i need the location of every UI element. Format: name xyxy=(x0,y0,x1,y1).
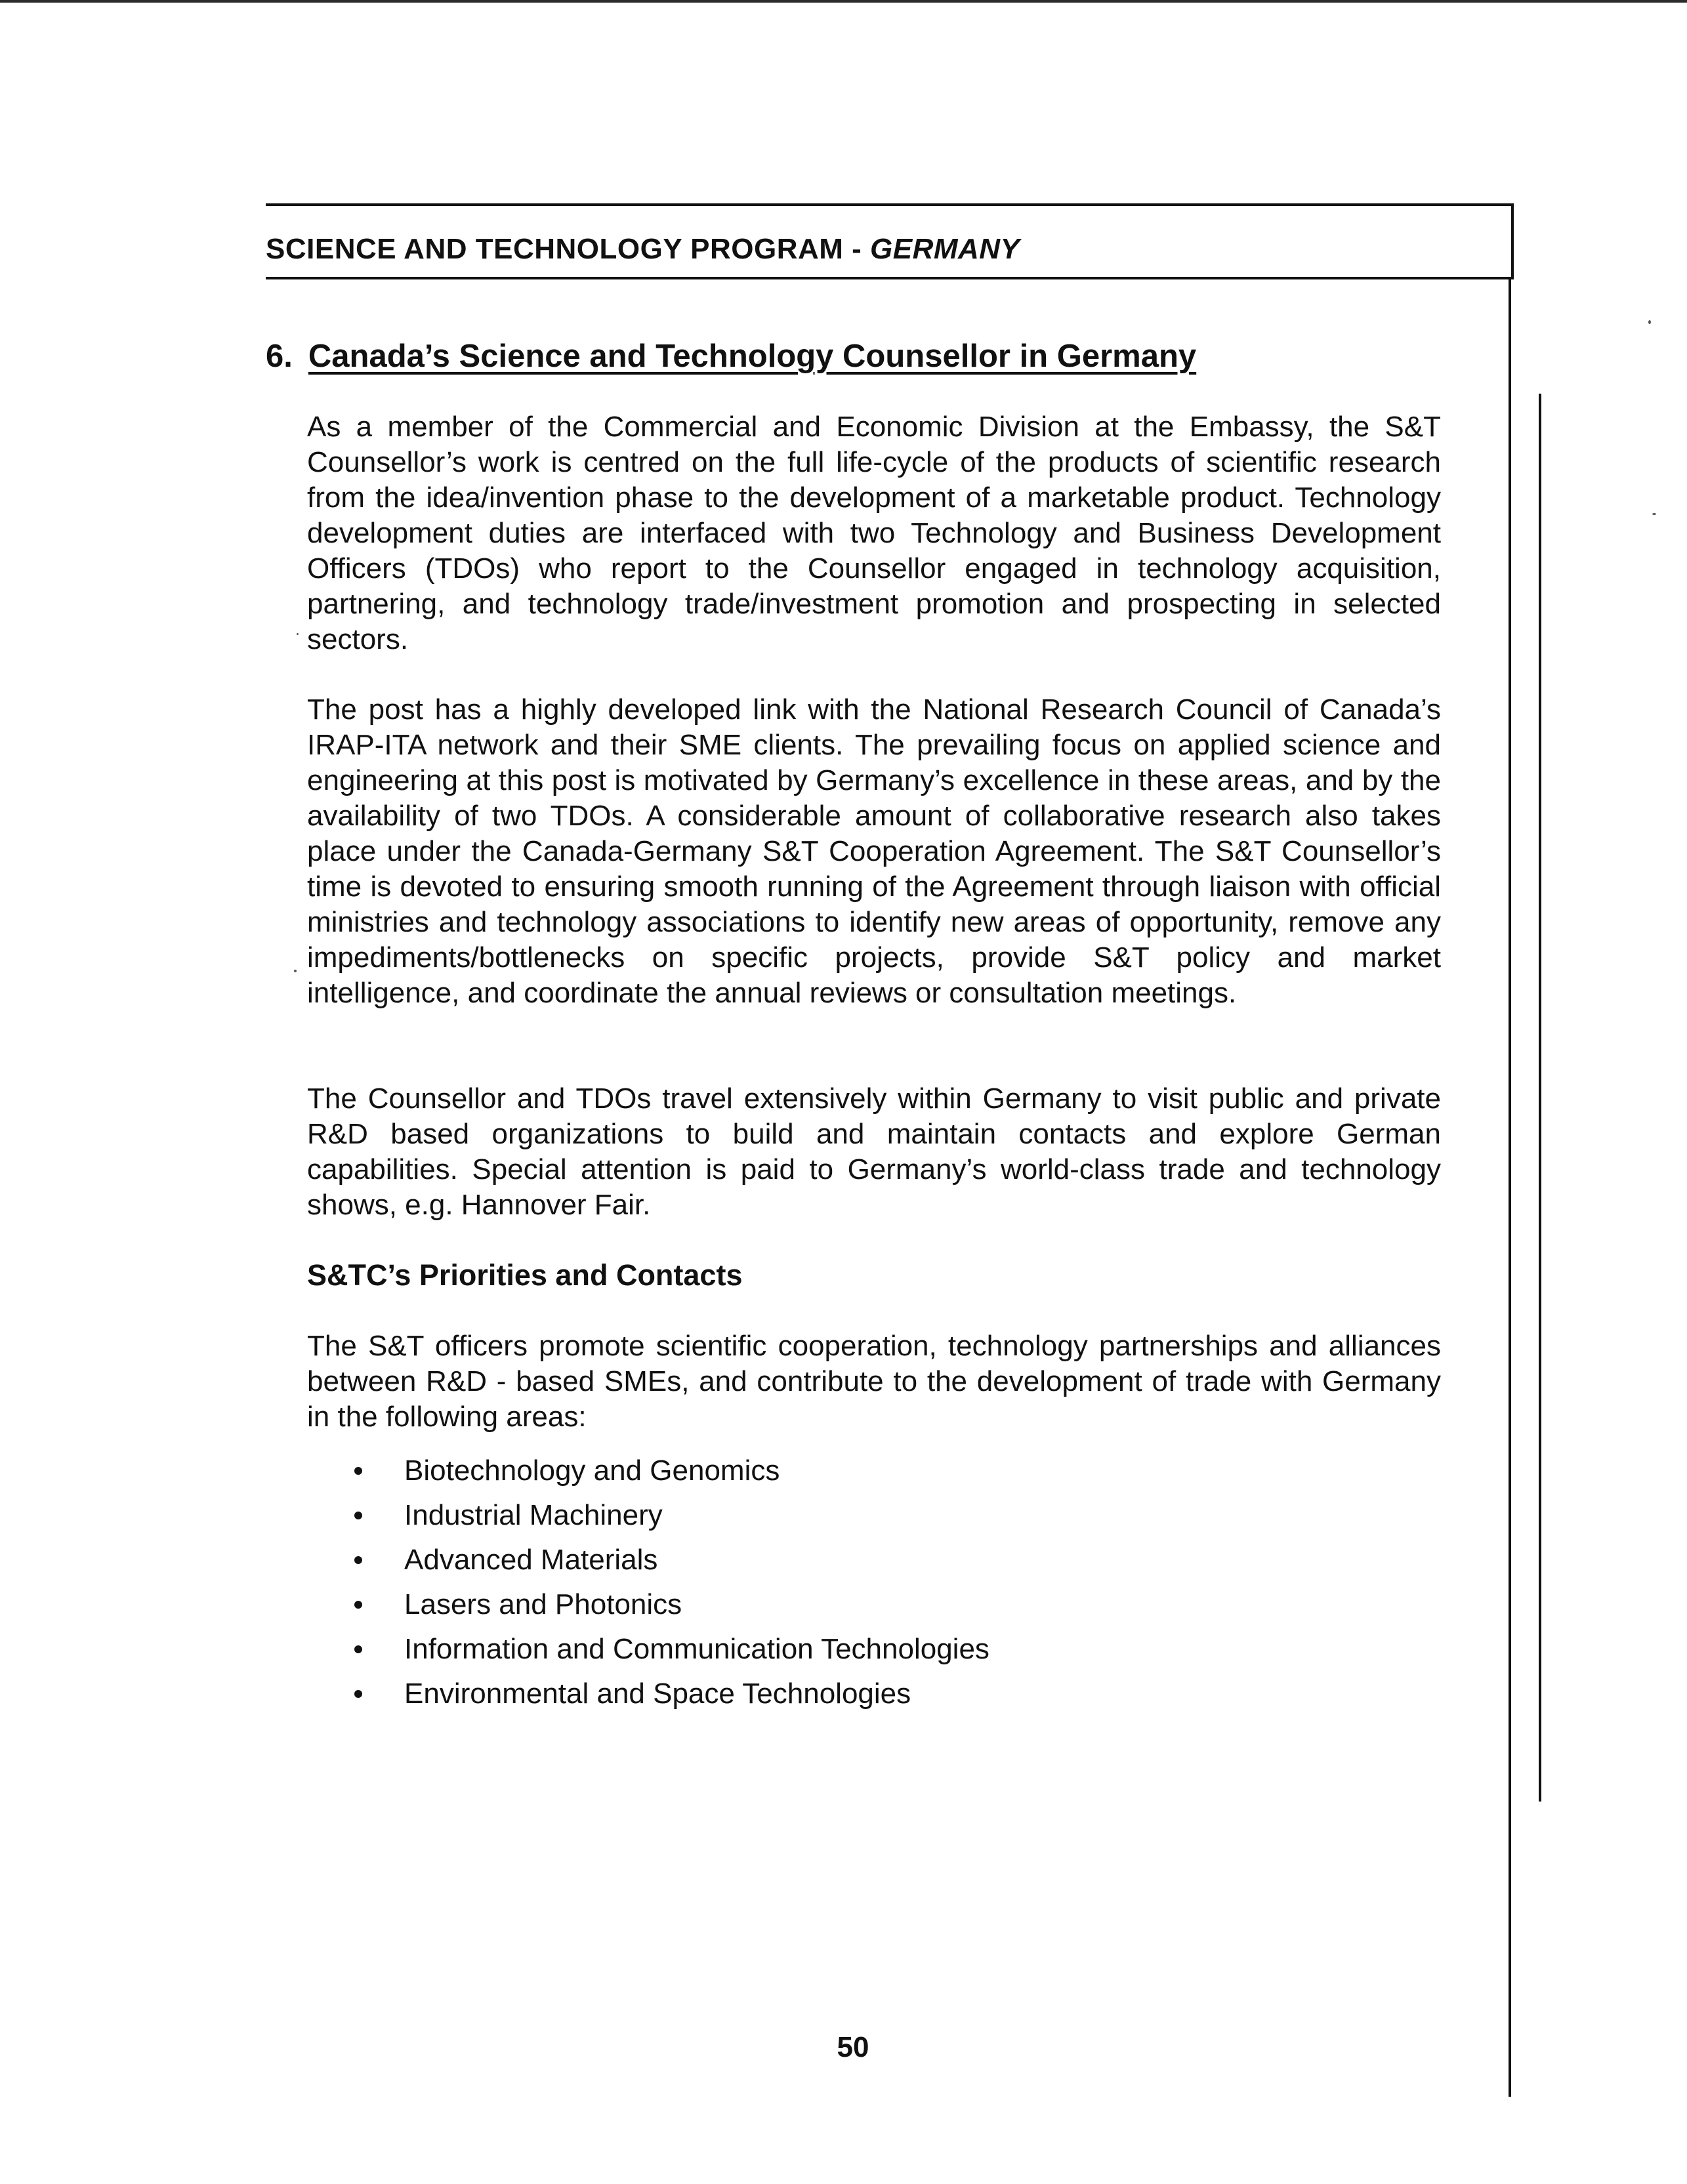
margin-change-bar xyxy=(1539,394,1541,1802)
bullet-icon xyxy=(354,1601,362,1609)
list-item-label: Industrial Machinery xyxy=(404,1499,663,1531)
section-title: Canada’s Science and Technology Counsellor in Germany xyxy=(308,339,1197,374)
section-number: 6. xyxy=(266,339,293,374)
header-program-label: SCIENCE AND TECHNOLOGY PROGRAM - xyxy=(266,233,870,265)
bullet-icon xyxy=(354,1512,362,1519)
list-item-label: Environmental and Space Technologies xyxy=(404,1678,911,1710)
right-border-rule xyxy=(1509,279,1511,2097)
page-number: 50 xyxy=(837,2031,869,2063)
list-item xyxy=(354,1582,989,1627)
header-country: GERMANY xyxy=(870,233,1020,265)
list-item xyxy=(354,1493,989,1538)
scan-speck xyxy=(294,970,297,972)
paragraph-travel: The Counsellor and TDOs travel extensively within Germany to visit public and private R&D based organizations to build and maintain contacts and explore German capabilities. Special attention is paid to Germany’s world-class trade and technology shows, e.g. Hannover Fair. xyxy=(307,1082,1441,1221)
subsection-heading: S&TC’s Priorities and Contacts xyxy=(307,1258,743,1292)
list-item-label: Biotechnology and Genomics xyxy=(404,1454,780,1487)
scan-edge xyxy=(0,0,1687,3)
bullet-icon xyxy=(354,1556,362,1564)
bullet-icon xyxy=(354,1690,362,1698)
paragraph-counsellor-role: As a member of the Commercial and Economic Division at the Embassy, the S&T Counsellor’s work is centred on the full life-cycle of the products of scientific research from the idea/invention phase to the development of a marketable product. Technology development duties are interfaced with two Technology and Business Development Officers (TDOs) who report to the Counsellor engaged in technology acquisition, partnering, and technology trade/investment promotion and prospecting in selected sectors. xyxy=(307,411,1441,655)
list-item xyxy=(354,1672,989,1716)
section-heading xyxy=(266,338,1196,375)
scan-speck xyxy=(297,633,299,635)
list-item xyxy=(354,1538,989,1582)
list-item xyxy=(354,1627,989,1672)
list-item-label: Lasers and Photonics xyxy=(404,1588,682,1620)
list-item-label: Advanced Materials xyxy=(404,1544,658,1576)
list-item-label: Information and Communication Technologies xyxy=(404,1633,989,1665)
list-item xyxy=(354,1449,989,1493)
bullet-icon xyxy=(354,1467,362,1475)
page-header xyxy=(266,233,1020,266)
priority-areas-list xyxy=(354,1449,989,1716)
scan-speck xyxy=(1652,513,1656,515)
paragraph-nrc-link: The post has a highly developed link with the National Research Council of Canada’s IRAP-ITA network and their SME clients. The prevailing focus on applied science and engineering at this post is motivated by Germany’s excellence in these areas, and by the availability of two TDOs. A considerable amount of collaborative research also takes place under the Canada-Germany S&T Cooperation Agreement. The S&T Counsellor’s time is devoted to ensuring smooth running of the Agreement through liaison with official ministries and technology associations to identify new areas of opportunity, remove any impediments/bottlenecks on specific projects, provide S&T policy and market intelligence, and coordinate the annual reviews or consultation meetings. xyxy=(307,693,1441,1009)
bullet-icon xyxy=(354,1645,362,1653)
paragraph-priorities-intro: The S&T officers promote scientific cooperation, technology partnerships and alliances between R&D - based SMEs, and contribute to the development of trade with Germany in the following areas: xyxy=(307,1330,1441,1433)
scan-speck xyxy=(1648,320,1651,324)
